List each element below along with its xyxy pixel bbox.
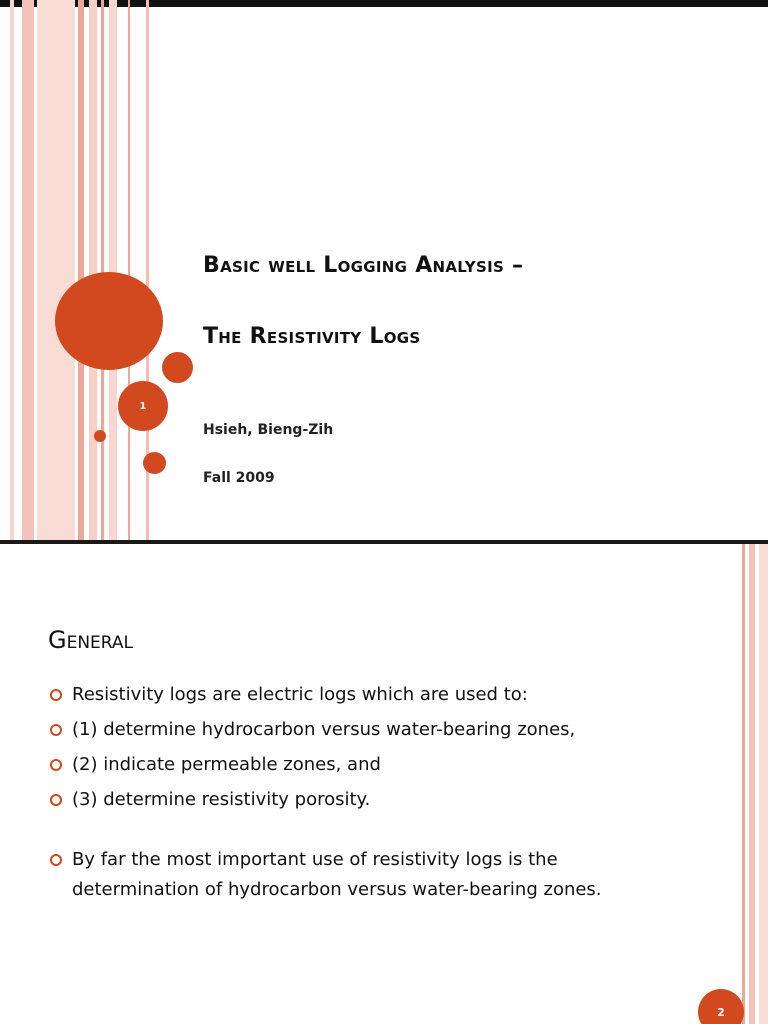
slide-title-line2: The Resistivity Logs [203, 324, 421, 349]
decorative-stripe [22, 0, 34, 540]
bullet-ring-icon [50, 794, 62, 806]
bullet-ring-icon [50, 759, 62, 771]
decorative-circle-small [162, 352, 193, 383]
decorative-stripe [78, 0, 84, 540]
bullet-ring-icon [50, 854, 62, 866]
list-item-text: (2) indicate permeable zones, and [72, 754, 381, 775]
decorative-stripe [109, 0, 117, 540]
list-item [50, 785, 690, 815]
slide-number: 1 [139, 400, 147, 412]
list-item [50, 845, 632, 905]
decorative-stripe [101, 0, 104, 540]
list-item-text: (3) determine resistivity porosity. [72, 789, 371, 810]
decorative-stripe [749, 544, 755, 1024]
decorative-stripe [759, 544, 768, 1024]
list-item [50, 715, 690, 745]
term-label: Fall 2009 [203, 470, 275, 486]
slide-number-badge [698, 989, 744, 1024]
decorative-stripe [89, 0, 97, 540]
decorative-stripe [742, 544, 745, 1024]
list-item-text: Resistivity logs are electric logs which are used to: [72, 684, 528, 705]
bullet-ring-icon [50, 724, 62, 736]
list-item [50, 750, 690, 780]
slide-number: 2 [717, 1006, 725, 1019]
decorative-stripe [10, 0, 14, 540]
author-name: Hsieh, Bieng-Zih [203, 422, 334, 438]
bullet-list [50, 680, 690, 910]
decorative-circle-dot [94, 430, 106, 442]
content-slide [0, 544, 768, 1024]
list-item-text: (1) determine hydrocarbon versus water-bearing zones, [72, 719, 576, 740]
slide-title-line1: Basic well Logging Analysis – [203, 253, 524, 278]
decorative-circle-large [55, 272, 163, 370]
bullet-ring-icon [50, 689, 62, 701]
decorative-circle-small [143, 452, 166, 474]
list-item [50, 680, 690, 710]
decorative-stripe [37, 0, 75, 540]
decorative-stripe [128, 0, 130, 540]
slide-heading: General [48, 626, 134, 654]
list-item-text: By far the most important use of resistivity logs is the determination of hydrocarbon versus water-bearing zones. [72, 849, 602, 900]
